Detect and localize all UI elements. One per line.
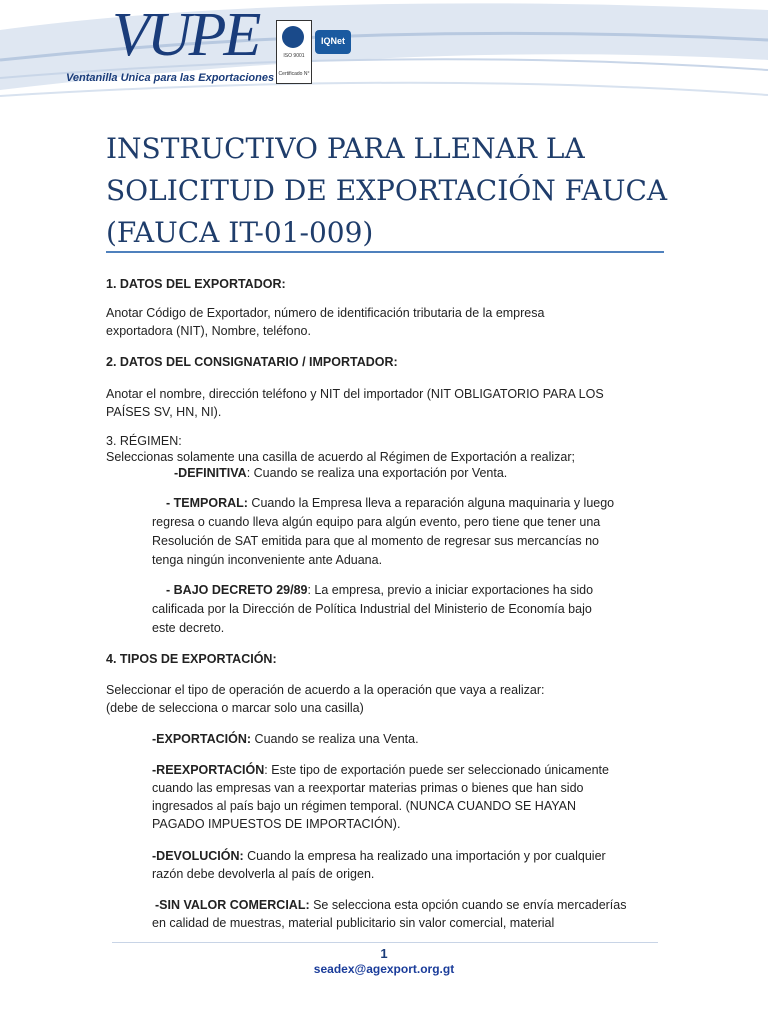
section-4-intro-1: Seleccionar el tipo de operación de acuerdo a la operación que vaya a realizar: (106, 683, 545, 697)
footer-divider (112, 942, 658, 943)
section-1-line-1: Anotar Código de Exportador, número de identificación tributaria de la empresa (106, 306, 545, 320)
section-3-intro: Seleccionas solamente una casilla de acuerdo al Régimen de Exportación a realizar; (106, 450, 576, 464)
page-title (106, 128, 666, 254)
regimen-definitiva: -DEFINITIVA: Cuando se realiza una exportación por Venta. (174, 466, 508, 480)
title-divider (106, 251, 664, 253)
cert-number-label: Certificado N° (278, 71, 310, 77)
letterhead (0, 0, 768, 110)
tipo-reexportacion-line-1: -REEXPORTACIÓN: Este tipo de exportación puede ser seleccionado únicamente (152, 763, 609, 777)
section-2-line-1: Anotar el nombre, dirección teléfono y NIT del importador (NIT OBLIGATORIO PARA LOS (106, 387, 604, 401)
page-number: 1 (380, 946, 388, 961)
section-4-intro-2: (debe de selecciona o marcar solo una casilla) (106, 701, 364, 715)
title-line-3: (FAUCA IT-01-009) (106, 216, 374, 249)
iqnet-badge (315, 30, 351, 54)
tipo-devolucion-line-2: razón debe devolverla al país de origen. (152, 867, 375, 881)
section-4-heading: 4. TIPOS DE EXPORTACIÓN: (106, 652, 277, 666)
vupe-logo: VUPE (112, 1, 259, 69)
tipo-devolucion-line-1: -DEVOLUCIÓN: Cuando la empresa ha realizado una importación y por cualquier (152, 849, 606, 863)
regimen-temporal-line-4: tenga ningún inconveniente ante Aduana. (152, 553, 383, 567)
section-2-line-2: PAÍSES SV, HN, NI). (106, 405, 222, 419)
tipo-reexportacion-line-3: ingresados al país bajo un régimen temporal. (NUNCA CUANDO SE HAYAN (152, 799, 577, 813)
tipo-exportacion: -EXPORTACIÓN: Cuando se realiza una Venta. (152, 732, 419, 746)
iso-cert-badge (276, 20, 312, 84)
regimen-temporal-line-2: regresa o cuando lleva algún equipo para algún evento, pero tiene que tener una (152, 515, 601, 529)
tipo-sin-valor-line-1: -SIN VALOR COMERCIAL: Se selecciona esta opción cuando se envía mercaderías (155, 898, 627, 912)
regimen-bajo-decreto-line-3: este decreto. (152, 621, 225, 635)
cert-seal-icon (282, 26, 304, 48)
section-2-heading: 2. DATOS DEL CONSIGNATARIO / IMPORTADOR: (106, 355, 398, 369)
regimen-temporal-line-3: Resolución de SAT emitida para que al momento de regresar sus mercancías no (152, 534, 599, 548)
section-1-heading: 1. DATOS DEL EXPORTADOR: (106, 277, 286, 291)
tipo-reexportacion-line-2: cuando las empresas van a reexportar materias primas o bienes que han sido (152, 781, 584, 795)
cert-iso-label: ISO 9001 (283, 53, 305, 59)
iqnet-label: IQNet (320, 36, 345, 46)
title-line-1: INSTRUCTIVO PARA LLENAR LA (106, 132, 585, 165)
regimen-bajo-decreto-line-2: calificada por la Dirección de Política Industrial del Ministerio de Economía bajo (152, 602, 592, 616)
section-1-line-2: exportadora (NIT), Nombre, teléfono. (106, 324, 311, 338)
tipo-reexportacion-line-4: PAGADO IMPUESTOS DE IMPORTACIÓN). (152, 817, 401, 831)
footer-email: seadex@agexport.org.gt (313, 962, 455, 976)
logo-subtitle: Ventanilla Unica para las Exportaciones (66, 72, 275, 84)
title-line-2: SOLICITUD DE EXPORTACIÓN FAUCA (106, 174, 668, 207)
section-3-heading: 3. RÉGIMEN: (106, 434, 182, 448)
regimen-temporal-line-1: - TEMPORAL: Cuando la Empresa lleva a reparación alguna maquinaria y luego (166, 496, 615, 510)
regimen-bajo-decreto-line-1: - BAJO DECRETO 29/89: La empresa, previo a iniciar exportaciones ha sido (166, 583, 594, 597)
tipo-sin-valor-line-2: en calidad de muestras, material publicitario sin valor comercial, material (152, 916, 555, 930)
